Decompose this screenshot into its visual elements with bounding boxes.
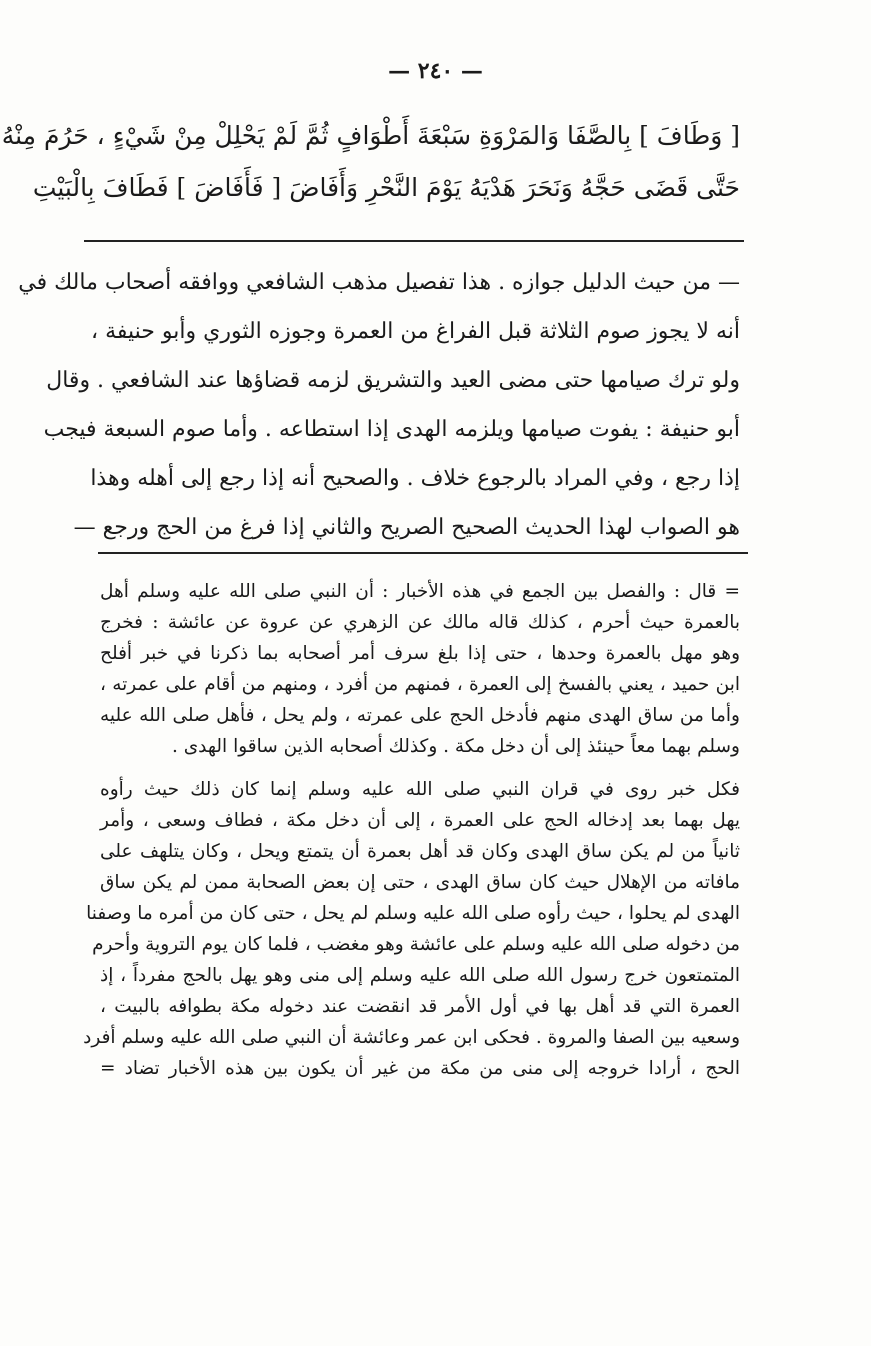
footnote-line: ابن حميد ، يعني بالفسخ إلى العمرة ، فمنهم من أفرد ، ومنهم من أقام على عمرته ، xyxy=(100,674,740,695)
hadith-line: حَتَّى قَضَى حَجَّهُ وَنَحَرَ هَدْيَهُ يَوْمَ النَّحْرِ وَأَفَاضَ [ فَأَفَاضَ ] فَطَافَ بِالْبَيْتِ xyxy=(32,173,740,202)
commentary-line: أبو حنيفة : يفوت صيامها ويلزمه الهدى إذا استطاعه . وأما صوم السبعة فيجب xyxy=(43,417,740,442)
footnote-line: الهدى لم يحلوا ، حيث رأوه صلى الله عليه وسلم لم يحل ، حتى كان من أمره ما وصفنا xyxy=(86,903,740,924)
footnote-line: وسعيه بين الصفا والمروة . فحكى ابن عمر وعائشة أن النبي صلى الله عليه وسلم أفرد xyxy=(83,1027,740,1048)
commentary-line: ولو ترك صيامها حتى مضى العيد والتشريق لزمه قضاؤها عند الشافعي . وقال xyxy=(46,368,740,393)
hadith-line: [ وَطَافَ ] بِالصَّفَا وَالمَرْوَةِ سَبْعَةَ أَطْوَافٍ ثُمَّ لَمْ يَحْلِلْ مِنْ شَيْءٍ ، حَرُمَ مِنْهُ xyxy=(1,121,740,150)
commentary-line: أنه لا يجوز صوم الثلاثة قبل الفراغ من العمرة وجوزه الثوري وأبو حنيفة ، xyxy=(91,319,740,344)
commentary-line: — من حيث الدليل جوازه . هذا تفصيل مذهب الشافعي ووافقه أصحاب مالك في xyxy=(18,270,740,295)
footnote-line: المتمتعون خرج رسول الله صلى الله عليه وسلم إلى منى وهو يهل بالحج مفرداً ، إذ xyxy=(100,965,740,986)
commentary-line: هو الصواب لهذا الحديث الصحيح الصريح والثاني إذا فرغ من الحج ورجع — xyxy=(73,515,740,540)
footnote-line: من دخوله صلى الله عليه وسلم على عائشة وهو مغضب ، فلما كان يوم التروية وأحرم xyxy=(92,934,740,955)
footnote-line: مافاته من الإهلال حيث كان ساق الهدى ، حتى إن بعض الصحابة ممن لم يكن ساق xyxy=(100,872,740,893)
divider xyxy=(98,552,748,554)
footnote-line: ثانياً من لم يكن ساق الهدى وكان قد أهل بعمرة أن يتمتع ويحل ، وكان يتلهف على xyxy=(100,841,740,862)
commentary-line: إذا رجع ، وفي المراد بالرجوع خلاف . والصحيح أنه إذا رجع إلى أهله وهذا xyxy=(90,466,740,491)
footnote-line: العمرة التي قد أهل بها في أول الأمر قد انقضت عند دخوله مكة بطوافه بالبيت ، xyxy=(100,996,740,1017)
hadith-text xyxy=(1,110,740,214)
footnote-text xyxy=(83,576,740,1084)
footnote-line: بالعمرة حيث أحرم ، كذلك قاله مالك عن الزهري عن عروة عن عائشة : فخرج xyxy=(100,612,740,633)
commentary-text xyxy=(18,258,740,552)
paragraph-gap xyxy=(100,762,740,774)
footnote-line: يهل بهما بعد إدخاله الحج على العمرة ، إلى أن دخل مكة ، فطاف وسعى ، وأمر xyxy=(100,810,740,831)
footnote-line: الحج ، أرادا خروجه إلى منى من مكة من غير أن يكون بين هذه الأخبار تضاد = xyxy=(100,1058,740,1079)
footnote-line: وهو مهل بالعمرة وحدها ، حتى إذا بلغ سرف أمر أصحابه بما ذكرنا في خبر أفلح xyxy=(100,643,740,664)
page-number: — ٢٤٠ — xyxy=(388,58,483,84)
footnote-line: وأما من ساق الهدى منهم فأدخل الحج على عمرته ، ولم يحل ، فأهل صلى الله عليه xyxy=(100,705,740,726)
divider xyxy=(84,240,744,242)
footnote-line: وسلم بهما معاً حينئذ إلى أن دخل مكة . وكذلك أصحابه الذين ساقوا الهدى . xyxy=(171,736,740,757)
footnote-line: = قال : والفصل بين الجمع في هذه الأخبار : أن النبي صلى الله عليه وسلم أهل xyxy=(100,581,740,602)
footnote-line: فكل خبر روى في قران النبي صلى الله عليه وسلم إنما كان ذلك حيث رأوه xyxy=(100,779,740,800)
